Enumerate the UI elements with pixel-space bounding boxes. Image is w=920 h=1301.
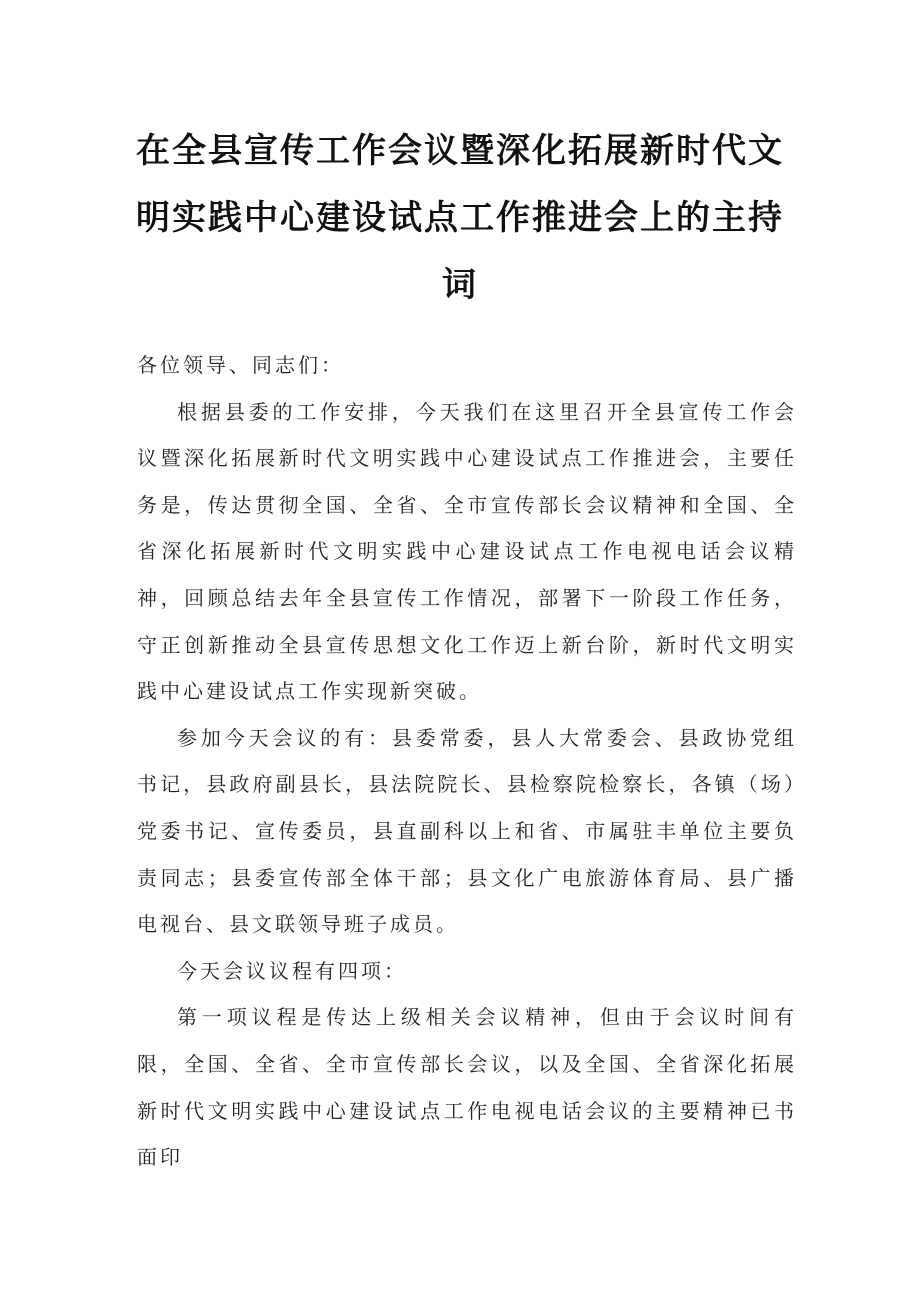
paragraph-agenda-item-1: 第一项议程是传达上级相关会议精神，但由于会议时间有限，全国、全省、全市宣传部长会议，以及全国、全省深化拓展新时代文明实践中心建设试点工作电视电话会议的主要精神已书面印 [137, 1005, 797, 1170]
paragraph-intro: 根据县委的工作安排，今天我们在这里召开全县宣传工作会议暨深化拓展新时代文明实践中心建设试点工作推进会，主要任务是，传达贯彻全国、全省、全市宣传部长会议精神和全国、全省深化拓展新时代文明实践中心建设试点工作电视电话会议精神，回顾总结去年全县宣传工作情况，部署下一阶段工作任务，守正创新推动全县宣传思想文化工作迈上新台阶，新时代文明实践中心建设试点工作实现新突破。 [137, 399, 797, 704]
document-body [137, 342, 797, 1181]
document-title: 在全县宣传工作会议暨深化拓展新时代文明实践中心建设试点工作推进会上的主持词 [136, 131, 784, 305]
paragraph-attendees: 参加今天会议的有：县委常委，县人大常委会、县政协党组书记，县政府副县长，县法院院长、县检察院检察长，各镇（场）党委书记、宣传委员，县直副科以上和省、市属驻丰单位主要负责同志；县委宣传部全体干部；县文化广电旅游体育局、县广播电视台、县文联领导班子成员。 [137, 725, 797, 937]
paragraph-agenda-count: 今天会议议程有四项： [177, 958, 407, 983]
salutation: 各位领导、同志们： [137, 353, 344, 377]
